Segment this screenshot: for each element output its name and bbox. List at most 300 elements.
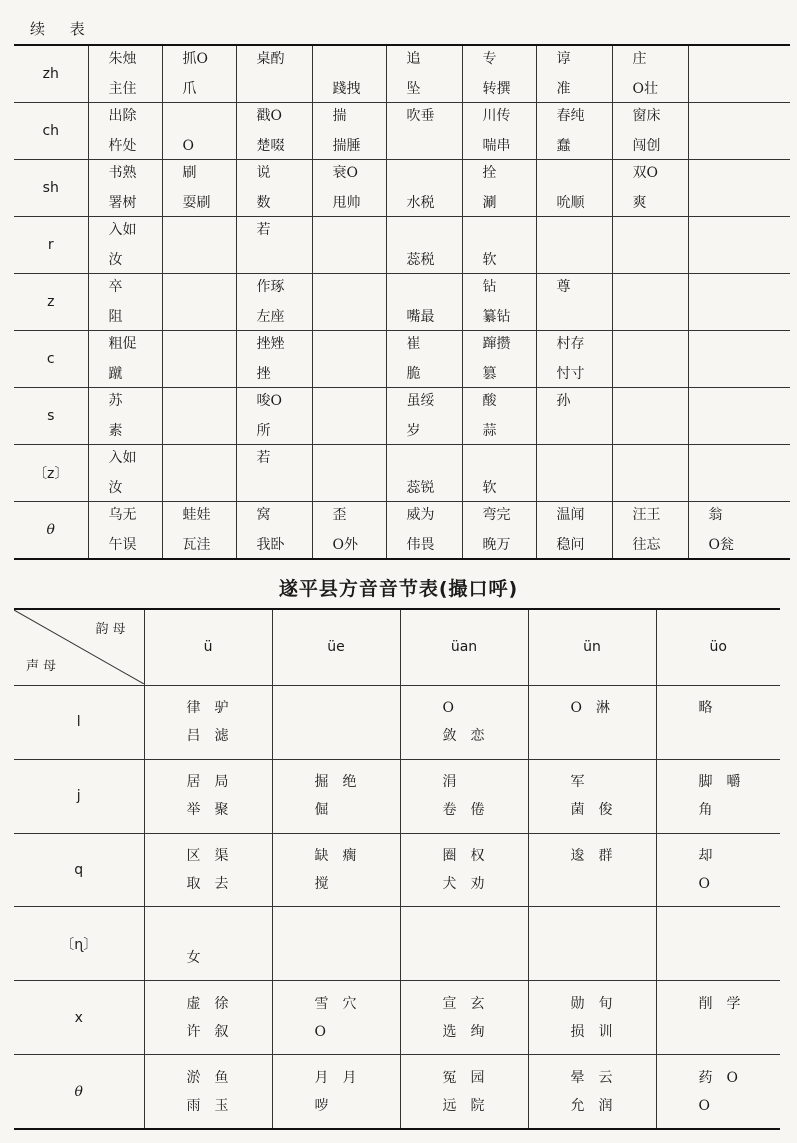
- initial-cell: q: [14, 833, 144, 907]
- syllable-cell-content: [401, 834, 528, 906]
- syllable-line: 圈权: [442, 847, 499, 864]
- header-yunmu: 韵母: [95, 622, 130, 638]
- syllable-cell-content: [401, 686, 528, 758]
- syllable-line: 唆O: [256, 393, 282, 409]
- syllable-line: 选绚: [442, 1023, 499, 1040]
- syllable-cell-content: [163, 502, 236, 558]
- syllable-cell-content: [657, 982, 781, 1054]
- syllable-line: 转撰: [482, 81, 511, 97]
- syllable-cell: [162, 274, 236, 331]
- syllable-cell-content: [387, 388, 462, 444]
- syllable-cell: [162, 160, 236, 217]
- syllable-cell-content: [463, 217, 536, 273]
- syllable-line: [699, 722, 781, 750]
- syllable-cell-content: [89, 46, 162, 102]
- syllable-line: 蒜: [482, 423, 497, 439]
- syllable-cell-content: [537, 274, 612, 330]
- syllable-line: 涓: [442, 774, 471, 791]
- syllable-cell-content: [537, 331, 612, 387]
- syllable-line: 瓦洼: [182, 537, 211, 553]
- syllable-line: 掘绝: [314, 774, 371, 791]
- table-row: [14, 685, 780, 759]
- syllable-line: [443, 944, 528, 972]
- syllable-cell: [386, 331, 462, 388]
- syllable-line: 脆: [406, 366, 421, 382]
- syllable-line: 蛙娃: [182, 507, 211, 523]
- syllable-line: [571, 944, 656, 972]
- syllable-cell-content: [237, 502, 312, 558]
- syllable-line: 所: [256, 423, 271, 439]
- syllable-cell: [462, 388, 536, 445]
- syllable-cell-content: [401, 982, 528, 1054]
- initial-cell: j: [14, 759, 144, 833]
- syllable-cell: [528, 685, 656, 759]
- syllable-cell: [88, 45, 162, 103]
- syllable-cell-content: [689, 160, 791, 216]
- table-row: [14, 907, 780, 981]
- syllable-cell: [144, 1055, 272, 1129]
- syllable-line: 女: [186, 949, 215, 966]
- initial-cell: s: [14, 388, 88, 445]
- syllable-cell: [236, 217, 312, 274]
- syllable-line: 若: [256, 222, 271, 238]
- syllable-line: 脚嚼: [698, 774, 755, 791]
- table-row: [14, 445, 790, 502]
- syllable-line: 书熟: [108, 165, 137, 181]
- table-row: [14, 388, 790, 445]
- syllable-cell: [612, 331, 688, 388]
- syllable-line: 署树: [108, 195, 137, 211]
- syllable-cell-content: [163, 160, 236, 216]
- final-header: üan: [400, 609, 528, 685]
- syllable-line: 远院: [442, 1097, 499, 1114]
- syllable-cell-content: [689, 331, 791, 387]
- syllable-cell: [400, 981, 528, 1055]
- syllable-line: 窝: [256, 507, 271, 523]
- syllable-cell: [386, 445, 462, 502]
- initial-cell: l: [14, 685, 144, 759]
- syllable-cell-content: [163, 445, 236, 501]
- syllable-line: 蹿攒: [482, 336, 511, 352]
- table-row: [14, 274, 790, 331]
- initial-cell: θ: [14, 502, 88, 560]
- syllable-cell-content: [89, 331, 162, 387]
- syllable-line: 月月: [314, 1069, 371, 1086]
- syllable-line: 出除: [108, 108, 137, 124]
- syllable-line: [571, 916, 656, 944]
- syllable-line: 拴: [482, 165, 497, 181]
- syllable-cell-content: [657, 908, 781, 980]
- syllable-cell: [656, 1055, 780, 1129]
- syllable-line: O: [314, 1023, 340, 1040]
- continued-label: 续 表: [30, 20, 95, 38]
- syllable-line: 村存: [556, 336, 585, 352]
- syllable-cell: [144, 833, 272, 907]
- syllable-cell-content: [89, 445, 162, 501]
- syllable-cell: [688, 274, 790, 331]
- syllable-line: [315, 916, 400, 944]
- syllable-line: 我卧: [256, 537, 285, 553]
- initial-cell: c: [14, 331, 88, 388]
- syllable-cell-content: [273, 982, 400, 1054]
- syllable-cell: [386, 388, 462, 445]
- syllable-line: O: [442, 700, 468, 717]
- syllable-cell-content: [529, 834, 656, 906]
- syllable-line: 衰O: [332, 165, 358, 181]
- syllable-line: 虽绥: [406, 393, 435, 409]
- syllable-cell: [236, 502, 312, 560]
- syllable-cell: [88, 331, 162, 388]
- syllable-line: O壮: [632, 81, 658, 97]
- syllable-cell: [386, 103, 462, 160]
- syllable-cell-content: [689, 103, 791, 159]
- syllable-cell-content: [163, 217, 236, 273]
- syllable-cell: [462, 502, 536, 560]
- syllable-cell: [312, 388, 386, 445]
- syllable-cell-content: [537, 445, 612, 501]
- syllable-line: 晕云: [570, 1069, 627, 1086]
- syllable-cell: [88, 388, 162, 445]
- syllable-line: O: [698, 875, 724, 892]
- syllable-cell-content: [463, 445, 536, 501]
- syllable-cell-content: [463, 388, 536, 444]
- syllable-line: 哕: [314, 1097, 343, 1114]
- syllable-line: 作琢: [256, 279, 285, 295]
- syllable-cell-content: [613, 331, 688, 387]
- syllable-cell: [312, 331, 386, 388]
- syllable-line: 嘴最: [406, 309, 435, 325]
- syllable-cell: [536, 217, 612, 274]
- syllable-cell: [656, 759, 780, 833]
- syllable-line: 倔: [314, 802, 343, 819]
- syllable-cell: [688, 103, 790, 160]
- syllable-cell-content: [463, 274, 536, 330]
- syllable-cell: [312, 502, 386, 560]
- syllable-cell-content: [613, 388, 688, 444]
- syllable-cell-content: [529, 908, 656, 980]
- syllable-line: 雪穴: [314, 995, 371, 1012]
- syllable-cell-content: [387, 46, 462, 102]
- syllable-line: O: [182, 138, 194, 154]
- syllable-line: 桌酌: [256, 51, 285, 67]
- syllable-cell-content: [387, 445, 462, 501]
- syllable-cell-content: [387, 502, 462, 558]
- syllable-line: 晚万: [482, 537, 511, 553]
- syllable-cell-content: [387, 217, 462, 273]
- syllable-cell: [162, 331, 236, 388]
- syllable-cell-content: [313, 502, 386, 558]
- syllable-cell-content: [463, 331, 536, 387]
- syllable-line: 爽: [632, 195, 647, 211]
- syllable-line: 蹴: [108, 366, 123, 382]
- syllable-cell-content: [237, 103, 312, 159]
- syllable-line: [443, 916, 528, 944]
- syllable-cell-content: [163, 46, 236, 102]
- syllable-cell-content: [237, 217, 312, 273]
- syllable-cell-content: [387, 160, 462, 216]
- syllable-line: 楚啜: [256, 138, 285, 154]
- syllable-line: 主住: [108, 81, 137, 97]
- syllable-line: 软: [482, 252, 497, 268]
- initial-cell: ch: [14, 103, 88, 160]
- syllable-line: 军: [570, 774, 599, 791]
- syllable-cell: [528, 1055, 656, 1129]
- syllable-cell: [688, 160, 790, 217]
- syllable-line: 纂钻: [482, 309, 511, 325]
- syllable-line: 略: [698, 700, 727, 717]
- syllable-cell-content: [237, 388, 312, 444]
- syllable-line: 尊: [556, 279, 571, 295]
- syllable-cell: [88, 445, 162, 502]
- syllable-cell-content: [89, 502, 162, 558]
- syllable-cell-content: [313, 46, 386, 102]
- syllable-line: 软: [482, 480, 497, 496]
- syllable-cell: [236, 103, 312, 160]
- syllable-line: 稳问: [556, 537, 585, 553]
- syllable-line: 犬劝: [442, 875, 499, 892]
- syllable-cell-content: [463, 46, 536, 102]
- syllable-line: 准: [556, 81, 571, 97]
- syllable-line: 庄: [632, 51, 647, 67]
- syllable-cell-content: [529, 982, 656, 1054]
- syllable-cell: [144, 981, 272, 1055]
- syllable-cell: [462, 445, 536, 502]
- syllable-cell-content: [529, 1056, 656, 1128]
- syllable-cell: [612, 217, 688, 274]
- table-row: [14, 331, 790, 388]
- syllable-line: 川传: [482, 108, 511, 124]
- syllable-line: 往忘: [632, 537, 661, 553]
- syllable-cell: [612, 45, 688, 103]
- syllable-line: 苏: [108, 393, 123, 409]
- syllable-cell: [528, 981, 656, 1055]
- syllable-cell: [536, 331, 612, 388]
- syllable-line: 汝: [108, 252, 123, 268]
- syllable-cell-content: [89, 160, 162, 216]
- syllable-cell: [536, 274, 612, 331]
- syllable-cell-content: [537, 160, 612, 216]
- table-row: [14, 833, 780, 907]
- syllable-cell-content: [237, 46, 312, 102]
- syllable-cell-content: [613, 445, 688, 501]
- syllable-line: 忖寸: [556, 366, 585, 382]
- syllable-cell: [612, 160, 688, 217]
- syllable-line: 削学: [698, 995, 755, 1012]
- syllable-line: 淤鱼: [186, 1069, 243, 1086]
- syllable-cell: [236, 160, 312, 217]
- syllable-cell-content: [313, 388, 386, 444]
- syllable-cell-content: [689, 388, 791, 444]
- syllable-cell: [144, 685, 272, 759]
- syllable-line: 损训: [570, 1023, 627, 1040]
- syllable-cell-content: [273, 686, 400, 758]
- syllable-cell: [462, 45, 536, 103]
- syllable-line: 踐拽: [332, 81, 361, 97]
- syllable-line: 说: [256, 165, 271, 181]
- syllable-table-cuokouhu: [14, 608, 780, 1130]
- syllable-cell-content: [657, 686, 781, 758]
- syllable-line: 抓O: [182, 51, 208, 67]
- syllable-line: 律驴: [186, 700, 243, 717]
- syllable-cell: [386, 217, 462, 274]
- syllable-line: 岁: [406, 423, 421, 439]
- syllable-cell-content: [89, 388, 162, 444]
- syllable-line: 允润: [570, 1097, 627, 1114]
- syllable-line: O瓮: [708, 537, 734, 553]
- syllable-line: 冤园: [442, 1069, 499, 1086]
- table-row: [14, 103, 790, 160]
- syllable-line: 汪王: [632, 507, 661, 523]
- syllable-line: 弯完: [482, 507, 511, 523]
- initial-cell: r: [14, 217, 88, 274]
- final-header: ü: [144, 609, 272, 685]
- syllable-cell-content: [237, 160, 312, 216]
- syllable-line: 吮顺: [556, 195, 585, 211]
- syllable-line: O外: [332, 537, 358, 553]
- syllable-cell: [656, 833, 780, 907]
- syllable-cell: [688, 388, 790, 445]
- syllable-cell-content: [537, 217, 612, 273]
- syllable-cell-content: [657, 760, 781, 832]
- syllable-cell: [88, 502, 162, 560]
- syllable-line: 耍刷: [182, 195, 211, 211]
- syllable-line: 喘串: [482, 138, 511, 154]
- syllable-cell: [88, 160, 162, 217]
- syllable-cell-content: [689, 445, 791, 501]
- syllable-line: 逡群: [570, 847, 627, 864]
- syllable-cell-content: [529, 686, 656, 758]
- syllable-line: 午误: [108, 537, 137, 553]
- syllable-line: 歪: [332, 507, 347, 523]
- syllable-line: 戳O: [256, 108, 282, 124]
- syllable-table-continued: [14, 44, 790, 560]
- syllable-cell-content: [313, 331, 386, 387]
- syllable-cell: [536, 388, 612, 445]
- syllable-cell-content: [237, 445, 312, 501]
- syllable-line: 勋旬: [570, 995, 627, 1012]
- syllable-cell-content: [463, 502, 536, 558]
- syllable-line: 数: [256, 195, 271, 211]
- syllable-line: 卒: [108, 279, 123, 295]
- syllable-cell-content: [387, 103, 462, 159]
- syllable-line: 揣腄: [332, 138, 361, 154]
- syllable-cell-content: [613, 160, 688, 216]
- syllable-cell: [236, 45, 312, 103]
- syllable-line: [315, 694, 400, 722]
- syllable-line: 钻: [482, 279, 497, 295]
- syllable-cell: [272, 907, 400, 981]
- syllable-line: 素: [108, 423, 123, 439]
- syllable-line: 入如: [108, 450, 137, 466]
- syllable-cell-content: [537, 502, 612, 558]
- syllable-line: 伟畏: [406, 537, 435, 553]
- syllable-cell-content: [273, 908, 400, 980]
- syllable-cell: [236, 331, 312, 388]
- initial-cell: 〔ɳ〕: [14, 907, 144, 981]
- syllable-cell: [272, 981, 400, 1055]
- syllable-line: 挫: [256, 366, 271, 382]
- syllable-cell: [88, 217, 162, 274]
- syllable-cell-content: [313, 274, 386, 330]
- table-title: 遂平县方音音节表(撮口呼): [278, 578, 519, 600]
- syllable-cell-content: [145, 686, 272, 758]
- syllable-line: 吹垂: [406, 108, 435, 124]
- initial-cell: x: [14, 981, 144, 1055]
- syllable-cell: [312, 103, 386, 160]
- syllable-cell: [162, 103, 236, 160]
- table-row: [14, 217, 790, 274]
- final-header: üe: [272, 609, 400, 685]
- final-header: ün: [528, 609, 656, 685]
- syllable-cell: [656, 685, 780, 759]
- syllable-cell: [88, 274, 162, 331]
- syllable-line: 崔: [406, 336, 421, 352]
- syllable-cell-content: [237, 274, 312, 330]
- syllable-line: 挫矬: [256, 336, 285, 352]
- syllable-cell: [400, 907, 528, 981]
- syllable-cell: [688, 445, 790, 502]
- table-row: [14, 45, 790, 103]
- syllable-line: 居局: [186, 774, 243, 791]
- syllable-line: 篡: [482, 366, 497, 382]
- syllable-line: 虚徐: [186, 995, 243, 1012]
- syllable-line: 若: [256, 450, 271, 466]
- syllable-cell-content: [401, 760, 528, 832]
- syllable-cell: [528, 907, 656, 981]
- syllable-cell-content: [401, 908, 528, 980]
- syllable-cell-content: [313, 217, 386, 273]
- initial-cell: z: [14, 274, 88, 331]
- syllable-cell: [688, 45, 790, 103]
- syllable-cell: [312, 274, 386, 331]
- syllable-line: 威为: [406, 507, 435, 523]
- syllable-cell-content: [145, 834, 272, 906]
- syllable-line: 搅: [314, 875, 343, 892]
- syllable-line: 角: [698, 802, 727, 819]
- syllable-cell-content: [163, 103, 236, 159]
- syllable-cell: [536, 103, 612, 160]
- syllable-cell: [272, 759, 400, 833]
- syllable-cell-content: [89, 217, 162, 273]
- syllable-cell: [144, 907, 272, 981]
- syllable-cell: [400, 759, 528, 833]
- syllable-cell-content: [237, 331, 312, 387]
- syllable-line: 水税: [406, 195, 435, 211]
- syllable-cell-content: [163, 331, 236, 387]
- syllable-line: 酸: [482, 393, 497, 409]
- syllable-cell: [272, 833, 400, 907]
- syllable-cell: [88, 103, 162, 160]
- syllable-cell: [236, 388, 312, 445]
- syllable-line: 谆: [556, 51, 571, 67]
- syllable-line: [315, 944, 400, 972]
- syllable-cell-content: [657, 1056, 781, 1128]
- syllable-cell-content: [657, 834, 781, 906]
- table-row: [14, 160, 790, 217]
- syllable-cell: [400, 833, 528, 907]
- syllable-cell: [528, 759, 656, 833]
- syllable-cell-content: [463, 103, 536, 159]
- syllable-line: 蕊税: [406, 252, 435, 268]
- syllable-line: 乌无: [108, 507, 137, 523]
- syllable-cell: [536, 445, 612, 502]
- syllable-line: 爪: [182, 81, 197, 97]
- syllable-line: 温闻: [556, 507, 585, 523]
- syllable-line: 粗促: [108, 336, 137, 352]
- syllable-line: [699, 944, 781, 972]
- syllable-line: 涮: [482, 195, 497, 211]
- syllable-line: 甩帅: [332, 195, 361, 211]
